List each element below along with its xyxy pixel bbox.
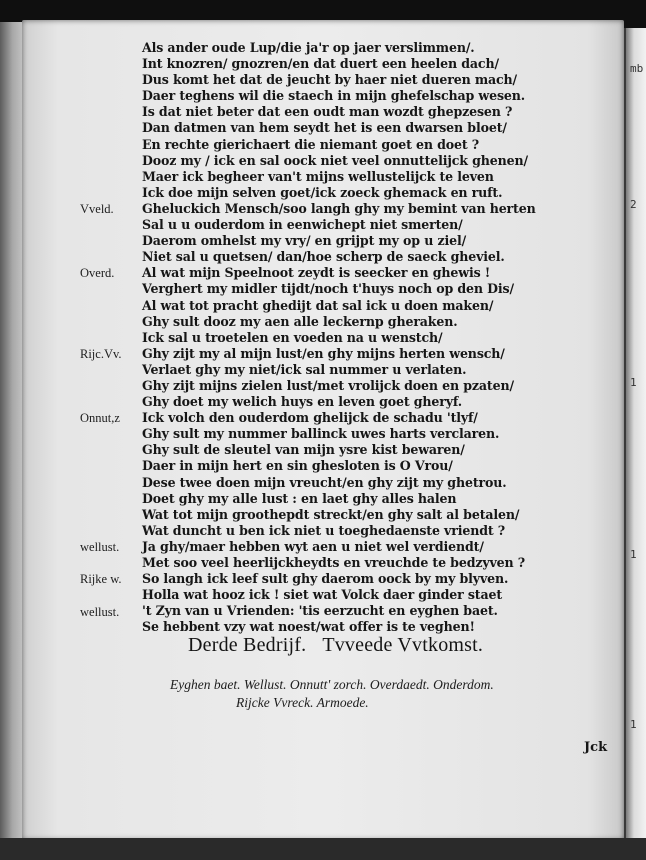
speaker-label: wellust. <box>80 604 120 619</box>
verse-line: Ghy doet my welich huys en leven goet gheryf. <box>142 394 462 410</box>
facing-page-fragment: 1 <box>630 548 637 561</box>
verse-line: Ick doe mijn selven goet/ick zoeck ghemack en ruft. <box>142 184 503 200</box>
verse-line: Ghy zijt my al mijn lust/en ghy mijns herten wensch/ <box>142 345 505 361</box>
facing-page-fragment: 1 <box>630 376 637 389</box>
speaker-label: Rijke w. <box>80 572 122 587</box>
verse-line: Daerom omhelst my vry/ en grijpt my op u ziel/ <box>142 233 467 249</box>
verse-line: Dese twee doen mijn vreucht/en ghy zijt my ghetrou. <box>142 474 507 490</box>
speaker-label: wellust. <box>80 540 120 555</box>
verse-line: Ghy sult my nummer ballinck uwes harts verclaren. <box>142 426 500 442</box>
verse-line: Als ander oude Lup/die ja'r op jaer verslimmen/. <box>142 40 475 55</box>
verse-line: Ick volch den ouderdom ghelijck de schadu 'tlyf/ <box>142 410 478 426</box>
verse-block <box>142 40 592 635</box>
verse-line: Is dat niet beter dat een oudt man wozdt ghepzesen ? <box>142 104 513 120</box>
verse-line: Gheluckich Mensch/soo langh ghy my bemint van herten <box>142 200 536 216</box>
verse-line: Ick sal u troetelen en voeden na u wenstch/ <box>142 329 443 345</box>
speaker-label: Rijc.Vv. <box>80 346 122 361</box>
verse-line: Verlaet ghy my niet/ick sal nummer u verlaten. <box>142 361 467 377</box>
verse-line: Daer in mijn hert en sin ghesloten is O Vrou/ <box>142 458 453 474</box>
verse-line: Ja ghy/maer hebben wyt aen u niet wel verdiendt/ <box>142 538 484 554</box>
verse-line: Se hebbent vzy wat noest/wat offer is te veghen! <box>142 619 475 635</box>
verse-line: Doet ghy my alle lust : en laet ghy alles halen <box>142 490 457 506</box>
scan-bottom-border <box>0 838 646 860</box>
facing-page-fragment: 2 <box>630 198 637 211</box>
verse-line: Dooz my / ick en sal oock niet veel onnuttelijck ghenen/ <box>142 152 528 168</box>
speaker-label: Overd. <box>80 266 115 281</box>
verse-line: Dus komt het dat de jeucht by haer niet dueren mach/ <box>142 72 517 88</box>
facing-page-fragment: mb <box>630 62 644 75</box>
verse-line: Ghy zijt mijns zielen lust/met vrolijck doen en pzaten/ <box>142 377 514 393</box>
verse-line: Ghy sult de sleutel van mijn ysre kist bewaren/ <box>142 442 465 458</box>
verse-line: Dan datmen van hem seydt het is een dwarsen bloet/ <box>142 120 507 136</box>
verse-line: Holla wat hooz ick ! siet wat Volck daer ginder staet <box>142 587 502 603</box>
verse-line: Maer ick begheer van't mijns wellustelijck te leven <box>142 168 494 184</box>
act-heading <box>188 634 568 657</box>
verse-line: Int knozren/ gnozren/en dat duert een heelen dach/ <box>142 56 499 72</box>
cast-list-line-2: Rijcke Vvreck. Armoede. <box>236 695 369 710</box>
verse-line: Met soo veel heerlijckheydts en vreuchde te bedzyven ? <box>142 555 526 570</box>
facing-page-fragment: 1 <box>630 718 637 731</box>
verse-line: Sal u u ouderdom in eenwichept niet smerten/ <box>142 217 463 233</box>
act-heading-scene: Tvveede Vvtkomst. <box>322 634 484 656</box>
verse-line: Verghert my midler tijdt/noch t'huys noch op den Dis/ <box>142 281 514 297</box>
verse-line: Wat tot mijn groothepdt streckt/en ghy salt al betalen/ <box>142 506 520 522</box>
speaker-label: Vveld. <box>80 202 114 216</box>
verse-line: So langh ick leef sult ghy daerom oock by my blyven. <box>142 571 509 587</box>
act-heading-act: Derde Bedrijf. <box>188 634 307 656</box>
verse-line: 't Zyn van u Vrienden: 'tis eerzucht en eyghen baet. <box>142 603 498 619</box>
verse-line: En rechte gierichaert die niemant goet en doet ? <box>142 136 480 152</box>
verse-line: Niet sal u quetsen/ dan/hoe scherp de saeck gheviel. <box>142 249 505 265</box>
cast-list-line-1: Eyghen baet. Wellust. Onnutt' zorch. Overdaedt. Onderdom. <box>170 677 494 692</box>
verse-line: Al wat mijn Speelnoot zeydt is seecker en ghewis ! <box>142 265 491 281</box>
verse-line: Ghy sult dooz my aen alle leckernp gheraken. <box>142 313 458 329</box>
verse-line: Daer teghens wil die staech in mijn ghefelschap wesen. <box>142 88 526 104</box>
facing-page-edge <box>626 28 646 838</box>
speaker-label: Onnut,z <box>80 411 120 426</box>
verse-line: Al wat tot pracht ghedijt dat sal ick u doen maken/ <box>142 297 494 313</box>
catchword: Jck <box>584 740 608 755</box>
verse-line: Wat duncht u ben ick niet u toeghedaenste vriendt ? <box>142 522 505 538</box>
